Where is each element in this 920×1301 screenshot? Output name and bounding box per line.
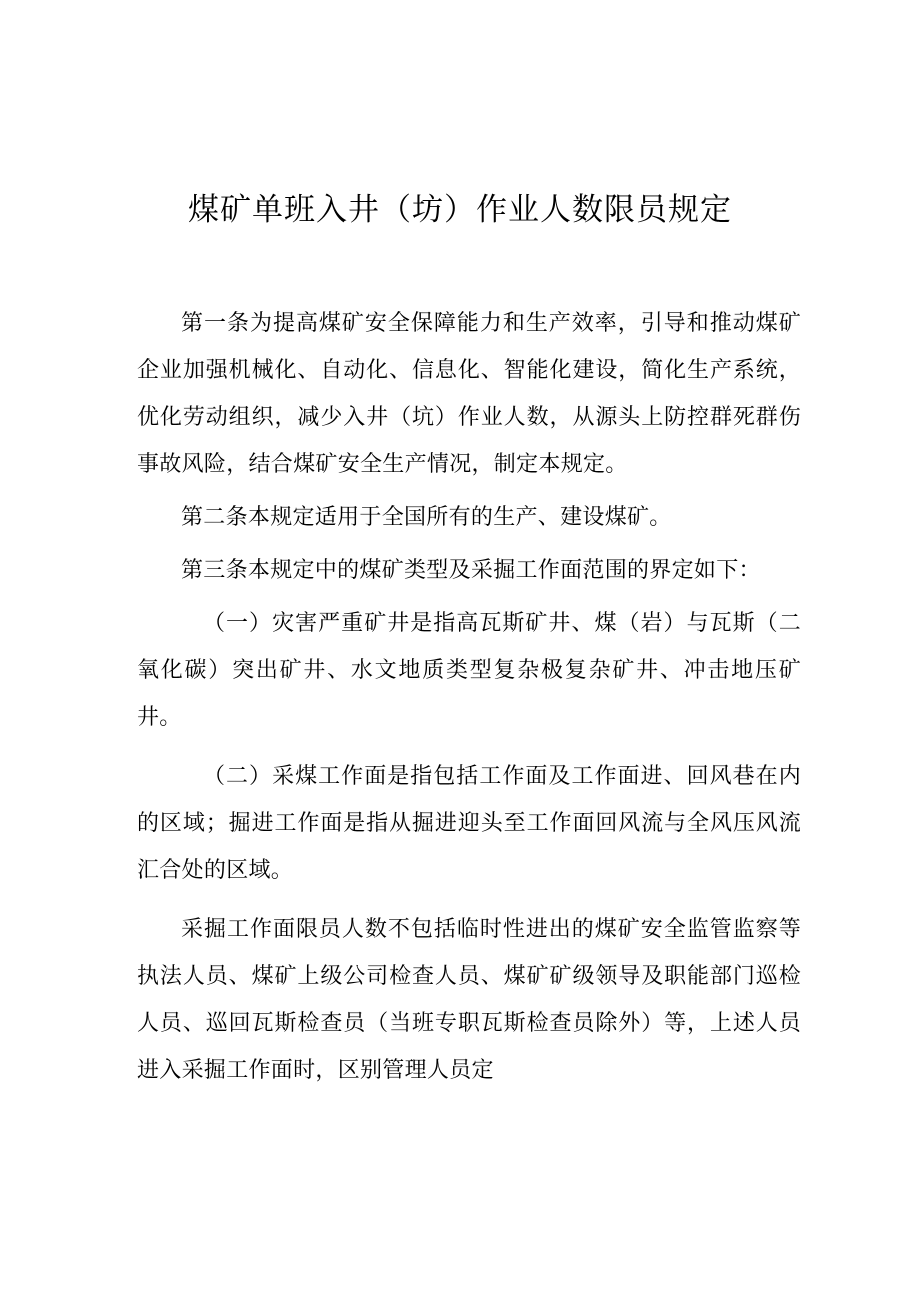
paragraph-item-1: （一）灾害严重矿井是指高瓦斯矿井、煤（岩）与瓦斯（二氧化碳）突出矿井、水文地质类型复杂极复杂矿井、冲击地压矿井。 — [137, 611, 801, 730]
paragraph-item-2: （二）采煤工作面是指包括工作面及工作面进、回风巷在内的区域；掘进工作面是指从掘进迎头至工作面回风流与全风压风流汇合处的区域。 — [137, 764, 801, 883]
document-body — [137, 300, 801, 1100]
paragraph-exclusions: 采掘工作面限员人数不包括临时性进出的煤矿安全监管监察等执法人员、煤矿上级公司检查人员、煤矿矿级领导及职能部门巡检人员、巡回瓦斯检查员（当班专职瓦斯检查员除外）等，上述人员进入采掘工作面时，区别管理人员定 — [137, 917, 801, 1083]
document-title: 煤矿单班入井（坊）作业人数限员规定 — [188, 192, 732, 228]
paragraph-article-1: 第一条为提高煤矿安全保障能力和生产效率，引导和推动煤矿企业加强机械化、自动化、信息化、智能化建设，简化生产系统，优化劳动组织，减少入井（坑）作业人数，从源头上防控群死群伤事故风险，结合煤矿安全生产情况，制定本规定。 — [137, 311, 801, 477]
paragraph-article-3: 第三条本规定中的煤矿类型及采掘工作面范围的界定如下： — [181, 558, 761, 583]
paragraph-article-2: 第二条本规定适用于全国所有的生产、建设煤矿。 — [181, 505, 672, 530]
